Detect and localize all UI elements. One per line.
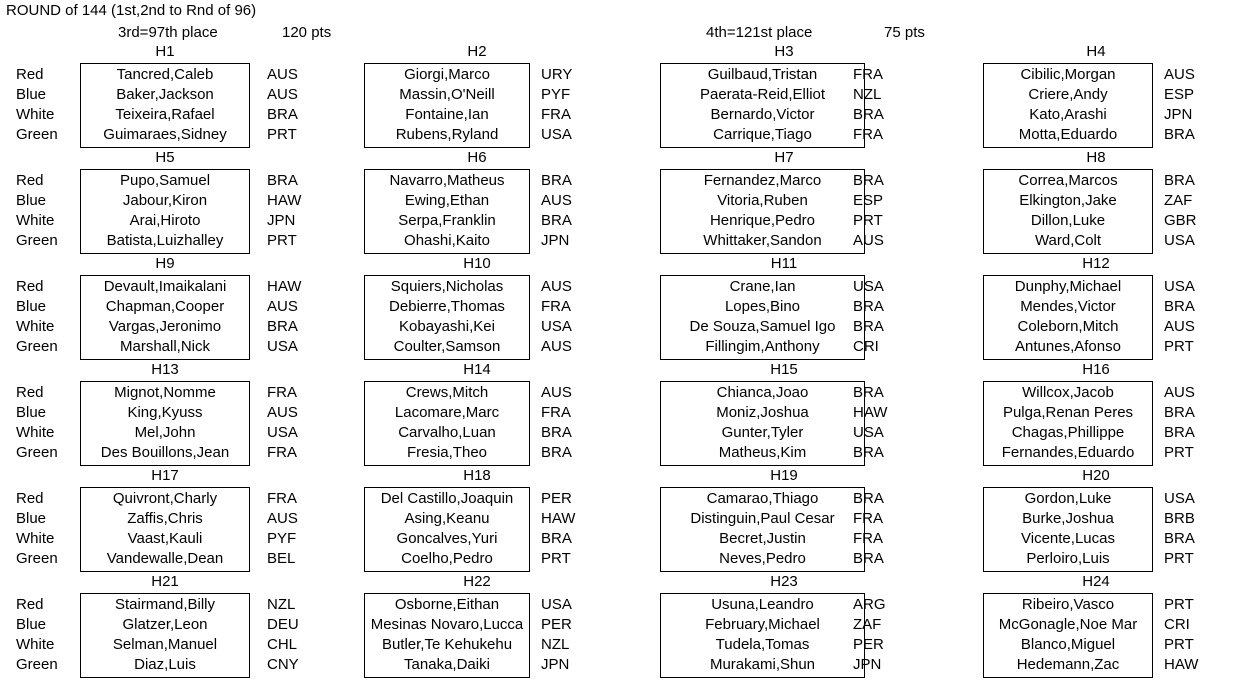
surfer-nationality: USA [853,278,884,295]
surfer-name: Giorgi,Marco [404,66,490,83]
slot-label-white: White [16,212,55,229]
surfer-name: Distinguin,Paul Cesar [690,510,835,527]
heat-title: H6 [467,149,487,166]
surfer-nationality: PRT [1164,550,1194,567]
surfer-nationality: FRA [267,444,297,461]
surfer-name: Ohashi,Kaito [404,232,490,249]
surfer-nationality: HAW [853,404,888,421]
surfer-nationality: BRA [1164,404,1195,421]
surfer-name: Motta,Eduardo [1018,126,1118,143]
surfer-name: Antunes,Afonso [1015,338,1121,355]
surfer-name: Selman,Manuel [112,636,218,653]
surfer-nationality: ESP [853,192,884,209]
surfer-nationality: NZL [541,636,570,653]
heat-title: H24 [1082,573,1110,590]
heat-title: H10 [463,255,491,272]
surfer-nationality: BRA [541,212,572,229]
heat-title: H13 [151,361,179,378]
surfer-nationality: JPN [267,212,296,229]
heat-title: H1 [155,43,175,60]
surfer-nationality: BRA [1164,172,1195,189]
surfer-nationality: DEU [267,616,299,633]
surfer-name: Hedemann,Zac [1016,656,1120,673]
slot-label-blue: Blue [16,616,47,633]
surfer-name: De Souza,Samuel Igo [689,318,836,335]
surfer-nationality: PER [541,616,572,633]
surfer-name: Guilbaud,Tristan [707,66,818,83]
surfer-nationality: HAW [267,192,302,209]
heat-title: H22 [463,573,491,590]
slot-label-blue: Blue [16,404,47,421]
fourth-place-label: 4th=121st place [706,24,813,41]
surfer-nationality: NZL [267,596,296,613]
surfer-name: Correa,Marcos [1018,172,1118,189]
surfer-name: Fernandez,Marco [703,172,822,189]
surfer-nationality: BRA [267,172,298,189]
heat-title: H16 [1082,361,1110,378]
surfer-name: Bernardo,Victor [710,106,815,123]
slot-label-white: White [16,318,55,335]
surfer-name: Ewing,Ethan [404,192,490,209]
surfer-name: Tancred,Caleb [116,66,214,83]
surfer-nationality: FRA [541,298,571,315]
surfer-name: Kobayashi,Kei [399,318,495,335]
surfer-name: Usuna,Leandro [711,596,814,613]
surfer-name: Blanco,Miguel [1020,636,1116,653]
surfer-name: Carvalho,Luan [398,424,496,441]
surfer-nationality: CRI [1164,616,1190,633]
heat-title: H15 [770,361,798,378]
slot-label-red: Red [16,66,44,83]
surfer-nationality: AUS [541,338,572,355]
surfer-nationality: AUS [1164,318,1195,335]
surfer-nationality: ZAF [1164,192,1193,209]
surfer-name: Fillingim,Anthony [705,338,820,355]
surfer-nationality: BRA [1164,298,1195,315]
surfer-nationality: FRA [541,106,571,123]
surfer-name: Coelho,Pedro [401,550,493,567]
surfer-name: Pupo,Samuel [119,172,211,189]
surfer-name: Vandewalle,Dean [106,550,224,567]
surfer-name: Pulga,Renan Peres [1002,404,1134,421]
surfer-name: Baker,Jackson [116,86,214,103]
surfer-nationality: GBR [1164,212,1197,229]
surfer-nationality: FRA [853,66,883,83]
surfer-nationality: PRT [1164,636,1194,653]
surfer-nationality: BRA [853,172,884,189]
surfer-nationality: HAW [541,510,576,527]
surfer-nationality: BRA [1164,530,1195,547]
surfer-nationality: BEL [267,550,296,567]
surfer-nationality: BRA [853,318,884,335]
surfer-nationality: AUS [541,384,572,401]
surfer-name: Mel,John [134,424,196,441]
surfer-name: Diaz,Luis [134,656,196,673]
surfer-name: Stairmand,Billy [114,596,216,613]
surfer-name: Camarao,Thiago [706,490,819,507]
surfer-name: Lopes,Bino [724,298,801,315]
surfer-nationality: HAW [1164,656,1199,673]
surfer-nationality: PRT [267,232,297,249]
surfer-nationality: AUS [267,298,298,315]
slot-label-blue: Blue [16,510,47,527]
surfer-nationality: BRA [853,384,884,401]
third-place-label: 3rd=97th place [118,24,218,41]
surfer-nationality: PRT [267,126,297,143]
heat-title: H18 [463,467,491,484]
surfer-nationality: ZAF [853,616,882,633]
surfer-name: Paerata-Reid,Elliot [699,86,826,103]
surfer-name: Quivront,Charly [112,490,218,507]
surfer-nationality: AUS [267,66,298,83]
slot-label-red: Red [16,384,44,401]
surfer-name: Neves,Pedro [719,550,806,567]
surfer-name: Navarro,Matheus [389,172,505,189]
surfer-nationality: BRA [541,172,572,189]
slot-label-red: Red [16,172,44,189]
surfer-nationality: PRT [853,212,883,229]
surfer-name: Teixeira,Rafael [115,106,215,123]
surfer-nationality: USA [541,596,572,613]
surfer-name: McGonagle,Noe Mar [998,616,1138,633]
surfer-name: Vargas,Jeronimo [108,318,222,335]
surfer-nationality: FRA [853,126,883,143]
surfer-name: Marshall,Nick [119,338,210,355]
surfer-nationality: USA [1164,278,1195,295]
surfer-nationality: USA [541,318,572,335]
surfer-nationality: USA [1164,232,1195,249]
surfer-nationality: AUS [853,232,884,249]
surfer-nationality: ESP [1164,86,1195,103]
fourth-place-points: 75 pts [884,24,925,41]
surfer-nationality: PRT [1164,596,1194,613]
heat-title: H8 [1086,149,1106,166]
surfer-name: Butler,Te Kehukehu [381,636,513,653]
surfer-name: Vicente,Lucas [1021,530,1115,547]
surfer-name: Whittaker,Sandon [703,232,822,249]
surfer-nationality: BRA [853,550,884,567]
heat-title: H9 [155,255,175,272]
heat-title: H11 [770,255,798,272]
surfer-nationality: JPN [541,232,570,249]
surfer-name: Gordon,Luke [1024,490,1112,507]
heat-title: H19 [770,467,798,484]
surfer-name: Devault,Imaikalani [103,278,227,295]
surfer-nationality: PRT [1164,444,1194,461]
heat-title: H12 [1082,255,1110,272]
surfer-name: Chapman,Cooper [105,298,225,315]
surfer-name: King,Kyuss [127,404,203,421]
surfer-nationality: BRA [1164,126,1195,143]
slot-label-blue: Blue [16,192,47,209]
surfer-nationality: JPN [853,656,882,673]
slot-label-red: Red [16,490,44,507]
surfer-nationality: BRA [853,444,884,461]
surfer-name: Becret,Justin [719,530,806,547]
surfer-name: Dillon,Luke [1030,212,1106,229]
round-title: ROUND of 144 (1st,2nd to Rnd of 96) [6,2,257,19]
surfer-nationality: BRA [853,106,884,123]
surfer-nationality: AUS [541,192,572,209]
surfer-name: Crews,Mitch [405,384,489,401]
surfer-nationality: FRA [267,490,297,507]
slot-label-white: White [16,636,55,653]
surfer-nationality: BRA [1164,424,1195,441]
surfer-name: Matheus,Kim [718,444,807,461]
surfer-nationality: CNY [267,656,299,673]
surfer-nationality: AUS [1164,384,1195,401]
surfer-nationality: ARG [853,596,886,613]
surfer-nationality: PER [853,636,884,653]
surfer-nationality: BRA [853,490,884,507]
surfer-name: Squiers,Nicholas [390,278,504,295]
surfer-name: Crane,Ian [729,278,796,295]
surfer-name: Coleborn,Mitch [1017,318,1119,335]
surfer-nationality: FRA [853,530,883,547]
surfer-nationality: USA [267,424,298,441]
slot-label-red: Red [16,278,44,295]
slot-label-green: Green [16,550,58,567]
surfer-name: February,Michael [705,616,820,633]
surfer-name: Perloiro,Luis [1026,550,1110,567]
heat-title: H23 [770,573,798,590]
surfer-nationality: FRA [267,384,297,401]
surfer-name: Arai,Hiroto [129,212,201,229]
surfer-name: Guimaraes,Sidney [103,126,227,143]
surfer-name: Vaast,Kauli [127,530,203,547]
surfer-name: Dunphy,Michael [1014,278,1122,295]
surfer-nationality: BRA [541,424,572,441]
surfer-nationality: BRB [1164,510,1195,527]
surfer-name: Fresia,Theo [406,444,488,461]
surfer-name: Lacomare,Marc [394,404,500,421]
surfer-name: Tudela,Tomas [715,636,810,653]
slot-label-white: White [16,106,55,123]
surfer-nationality: PYF [541,86,571,103]
surfer-nationality: USA [541,126,572,143]
surfer-name: Mignot,Nomme [114,384,216,401]
heat-title: H17 [151,467,179,484]
surfer-name: Ribeiro,Vasco [1021,596,1115,613]
surfer-name: Asing,Keanu [404,510,490,527]
surfer-nationality: CHL [267,636,298,653]
surfer-nationality: URY [541,66,573,83]
surfer-name: Tanaka,Daiki [404,656,490,673]
heat-title: H7 [774,149,794,166]
surfer-name: Mesinas Novaro,Lucca [370,616,524,633]
heat-title: H5 [155,149,175,166]
surfer-nationality: USA [853,424,884,441]
slot-label-green: Green [16,232,58,249]
surfer-name: Ward,Colt [1034,232,1102,249]
surfer-name: Des Bouillons,Jean [100,444,230,461]
surfer-nationality: FRA [853,510,883,527]
surfer-name: Kato,Arashi [1029,106,1107,123]
surfer-name: Fontaine,Ian [405,106,489,123]
surfer-nationality: USA [267,338,298,355]
surfer-name: Chagas,Phillippe [1011,424,1125,441]
surfer-name: Zaffis,Chris [127,510,203,527]
slot-label-blue: Blue [16,86,47,103]
surfer-nationality: AUS [267,404,298,421]
surfer-nationality: PRT [1164,338,1194,355]
surfer-name: Jabour,Kiron [122,192,208,209]
surfer-name: Fernandes,Eduardo [1001,444,1135,461]
slot-label-white: White [16,530,55,547]
surfer-name: Criere,Andy [1028,86,1108,103]
slot-label-white: White [16,424,55,441]
heat-title: H21 [151,573,179,590]
surfer-nationality: USA [1164,490,1195,507]
surfer-nationality: NZL [853,86,882,103]
slot-label-green: Green [16,444,58,461]
surfer-nationality: BRA [541,530,572,547]
surfer-name: Elkington,Jake [1019,192,1117,209]
surfer-name: Coulter,Samson [393,338,501,355]
surfer-name: Mendes,Victor [1020,298,1116,315]
surfer-name: Vitoria,Ruben [717,192,808,209]
surfer-nationality: PER [541,490,572,507]
surfer-nationality: JPN [1164,106,1193,123]
heat-title: H3 [774,43,794,60]
heat-title: H20 [1082,467,1110,484]
slot-label-red: Red [16,596,44,613]
heat-title: H2 [467,43,487,60]
slot-label-green: Green [16,656,58,673]
surfer-name: Carrique,Tiago [713,126,812,143]
surfer-nationality: JPN [541,656,570,673]
surfer-name: Willcox,Jacob [1022,384,1114,401]
third-place-points: 120 pts [282,24,332,41]
slot-label-green: Green [16,126,58,143]
surfer-nationality: AUS [267,510,298,527]
surfer-nationality: PYF [267,530,297,547]
surfer-name: Glatzer,Leon [122,616,208,633]
surfer-name: Henrique,Pedro [709,212,816,229]
surfer-nationality: BRA [267,106,298,123]
surfer-name: Batista,Luizhalley [106,232,224,249]
heat-title: H14 [463,361,491,378]
surfer-nationality: HAW [267,278,302,295]
surfer-name: Murakami,Shun [709,656,816,673]
surfer-nationality: BRA [541,444,572,461]
surfer-nationality: AUS [267,86,298,103]
heat-title: H4 [1086,43,1106,60]
surfer-name: Burke,Joshua [1022,510,1114,527]
surfer-name: Chianca,Joao [716,384,809,401]
surfer-name: Serpa,Franklin [398,212,496,229]
surfer-name: Osborne,Eithan [394,596,500,613]
surfer-nationality: CRI [853,338,879,355]
surfer-nationality: FRA [541,404,571,421]
surfer-name: Cibilic,Morgan [1020,66,1116,83]
surfer-nationality: BRA [853,298,884,315]
surfer-nationality: AUS [1164,66,1195,83]
surfer-nationality: AUS [541,278,572,295]
surfer-name: Moniz,Joshua [716,404,809,421]
surfer-nationality: PRT [541,550,571,567]
surfer-name: Goncalves,Yuri [396,530,498,547]
surfer-name: Massin,O'Neill [399,86,495,103]
surfer-nationality: BRA [267,318,298,335]
surfer-name: Del Castillo,Joaquin [380,490,514,507]
slot-label-green: Green [16,338,58,355]
surfer-name: Debierre,Thomas [389,298,505,315]
surfer-name: Gunter,Tyler [721,424,804,441]
surfer-name: Rubens,Ryland [395,126,499,143]
slot-label-blue: Blue [16,298,47,315]
